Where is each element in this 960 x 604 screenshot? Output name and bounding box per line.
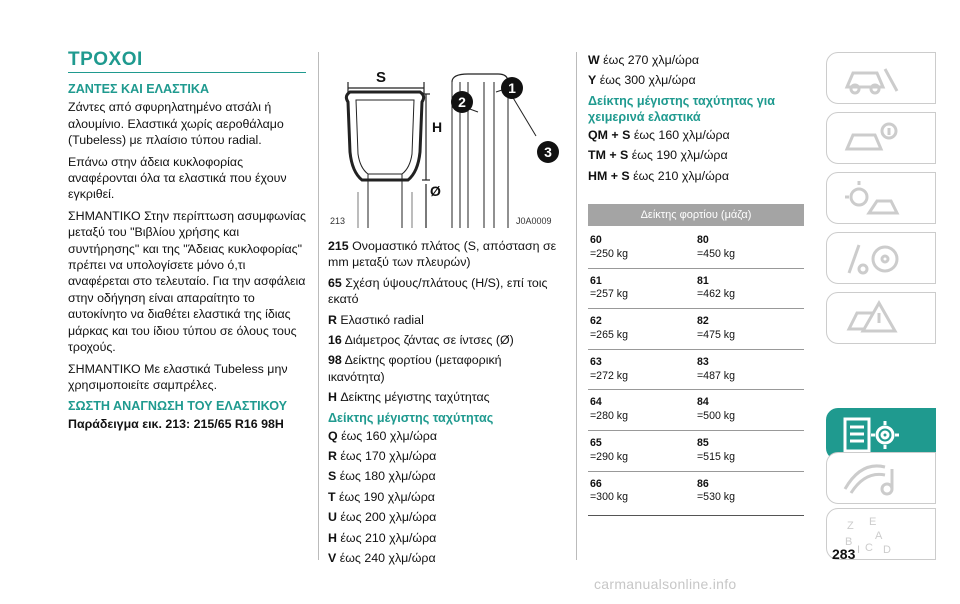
svg-text:E: E bbox=[869, 516, 877, 528]
multimedia-icon bbox=[841, 459, 901, 499]
figure-code: J0A0009 bbox=[516, 216, 552, 226]
speed-item: H έως 210 χλμ/ώρα bbox=[328, 530, 437, 545]
svg-text:C: C bbox=[865, 542, 873, 554]
watermark: carmanualsonline.info bbox=[594, 576, 737, 592]
paragraph-registration: Επάνω στην άδεια κυκλοφορίας αναφέρονται όλα τα ελαστικά που έχουν εγκριθεί. bbox=[68, 154, 287, 202]
speed-item: Q έως 160 χλμ/ώρα bbox=[328, 428, 437, 443]
section-heading-max-speed: Δείκτης μέγιστης ταχύτητας bbox=[328, 410, 494, 425]
paragraph-rims: Ζάντες από σφυρηλατημένο ατσάλι ή αλουμίνιο. Ελαστικά χωρίς αεροθάλαμο (Tubeless) με πλαίσιο τύπου radial. bbox=[68, 100, 284, 148]
tab-car-dashboard[interactable] bbox=[826, 52, 936, 104]
tab-weather-lights[interactable] bbox=[826, 172, 936, 224]
callout-3-label: 3 bbox=[544, 144, 552, 160]
section-heading-rims-tires: ΖΑΝΤΕΣ ΚΑΙ ΕΛΑΣΤΙΚΑ bbox=[68, 82, 210, 97]
winter-speed-item: QM + S έως 160 χλμ/ώρα bbox=[588, 127, 730, 142]
table-row: 61 =257 kg 81 =462 kg bbox=[588, 273, 804, 310]
table-header: Δείκτης φορτίου (μάζα) bbox=[588, 204, 804, 226]
paragraph-important-1: ΣΗΜΑΝΤΙΚΟ Στην περίπτωση ασυμφωνίας μεταξύ του "Βιβλίου χρήσης και συντήρησης" και της "Άδειας κυκλοφορίας" πρέπει να υπολογίσετε μόνο ό,τι αναφέρεται στο τελευταίο. Για την ασφάλεια στην οδήγηση είναι απαραίτητο το αυτοκίνητο να διαθέτει ελαστικά της ίδιας μάρκας και του ίδιου τύπου σε όλους τους τροχούς. bbox=[68, 208, 306, 355]
callout-2-label: 2 bbox=[458, 94, 466, 110]
paragraph-important-2: ΣΗΜΑΝΤΙΚΟ Με ελαστικά Tubeless μην χρησιμοποιείτε σαμπρέλες. bbox=[68, 361, 288, 392]
table-row: 60 =250 kg 80 =450 kg bbox=[588, 232, 804, 269]
svg-text:D: D bbox=[883, 544, 891, 555]
speed-item: V έως 240 χλμ/ώρα bbox=[328, 551, 436, 566]
diagram-label-s: S bbox=[376, 69, 387, 86]
winter-speed-item: TM + S έως 190 χλμ/ώρα bbox=[588, 148, 728, 163]
car-info-icon bbox=[841, 119, 901, 159]
legend-item: R Ελαστικό radial bbox=[328, 312, 424, 327]
legend-item: 215 Ονομαστικό πλάτος (S, απόσταση σε mm μεταξύ των πλευρών) bbox=[328, 239, 557, 270]
tab-multimedia[interactable] bbox=[826, 452, 936, 504]
speed-item: S έως 180 χλμ/ώρα bbox=[328, 469, 436, 484]
tire-example: Παράδειγμα εικ. 213: 215/65 R16 98H bbox=[68, 417, 284, 432]
figure-number: 213 bbox=[330, 216, 346, 226]
column-divider-2 bbox=[576, 52, 577, 560]
speed-item: U έως 200 χλμ/ώρα bbox=[328, 510, 437, 525]
speed-item: R έως 170 χλμ/ώρα bbox=[328, 449, 437, 464]
svg-text:B: B bbox=[845, 536, 853, 548]
speed-item: Y έως 300 χλμ/ώρα bbox=[588, 73, 696, 88]
diagram-label-diameter: Ø bbox=[430, 183, 441, 199]
load-index-table bbox=[588, 204, 804, 516]
technical-data-icon bbox=[841, 415, 901, 455]
table-row: 65 =290 kg 85 =515 kg bbox=[588, 435, 804, 472]
tab-car-warning[interactable] bbox=[826, 292, 936, 344]
column-3 bbox=[588, 52, 804, 188]
svg-text:A: A bbox=[875, 530, 883, 542]
steering-tools-icon bbox=[841, 239, 901, 279]
legend-item: 65 Σχέση ύψους/πλάτους (H/S), επί τοις εκατό bbox=[328, 275, 548, 307]
column-divider-1 bbox=[318, 52, 319, 560]
table-row: 63 =272 kg 83 =487 kg bbox=[588, 354, 804, 391]
speed-item: W έως 270 χλμ/ώρα bbox=[588, 53, 700, 67]
section-heading-winter-speed: Δείκτης μέγιστης ταχύτητας για χειμερινά ελαστικά bbox=[588, 93, 775, 124]
car-warning-icon bbox=[841, 299, 901, 339]
legend-item: 16 Διάμετρος ζάντας σε ίντσες (Ø) bbox=[328, 333, 514, 348]
speed-item: T έως 190 χλμ/ώρα bbox=[328, 489, 435, 504]
car-dashboard-icon bbox=[841, 59, 901, 99]
column-1 bbox=[68, 49, 306, 438]
callout-1-label: 1 bbox=[508, 80, 516, 96]
table-row: 66 =300 kg 86 =530 kg bbox=[590, 477, 735, 504]
legend-item: 98 Δείκτης φορτίου (μεταφορική ικανότητα) bbox=[328, 353, 502, 384]
tab-car-info[interactable] bbox=[826, 112, 936, 164]
table-row: 62 =265 kg 82 =475 kg bbox=[588, 313, 804, 350]
weather-lights-icon bbox=[841, 179, 901, 219]
title-divider bbox=[68, 72, 306, 73]
section-heading-tire-reading: ΣΩΣΤΗ ΑΝΑΓΝΩΣΗ ΤΟΥ ΕΛΑΣΤΙΚΟΥ bbox=[68, 399, 288, 414]
diagram-label-h: H bbox=[432, 119, 443, 135]
tab-steering-tools[interactable] bbox=[826, 232, 936, 284]
tire-diagram bbox=[328, 52, 560, 228]
table-row: 64 =280 kg 84 =500 kg bbox=[588, 394, 804, 431]
legend-item: H Δείκτης μέγιστης ταχύτητας bbox=[328, 390, 490, 405]
page-number: 283 bbox=[832, 546, 856, 562]
svg-text:I: I bbox=[857, 544, 861, 555]
svg-text:Z: Z bbox=[847, 520, 854, 532]
winter-speed-item: HM + S έως 210 χλμ/ώρα bbox=[588, 168, 730, 183]
tire-code-legend bbox=[328, 238, 560, 571]
page-title: ΤΡΟΧΟΙ bbox=[68, 49, 143, 70]
